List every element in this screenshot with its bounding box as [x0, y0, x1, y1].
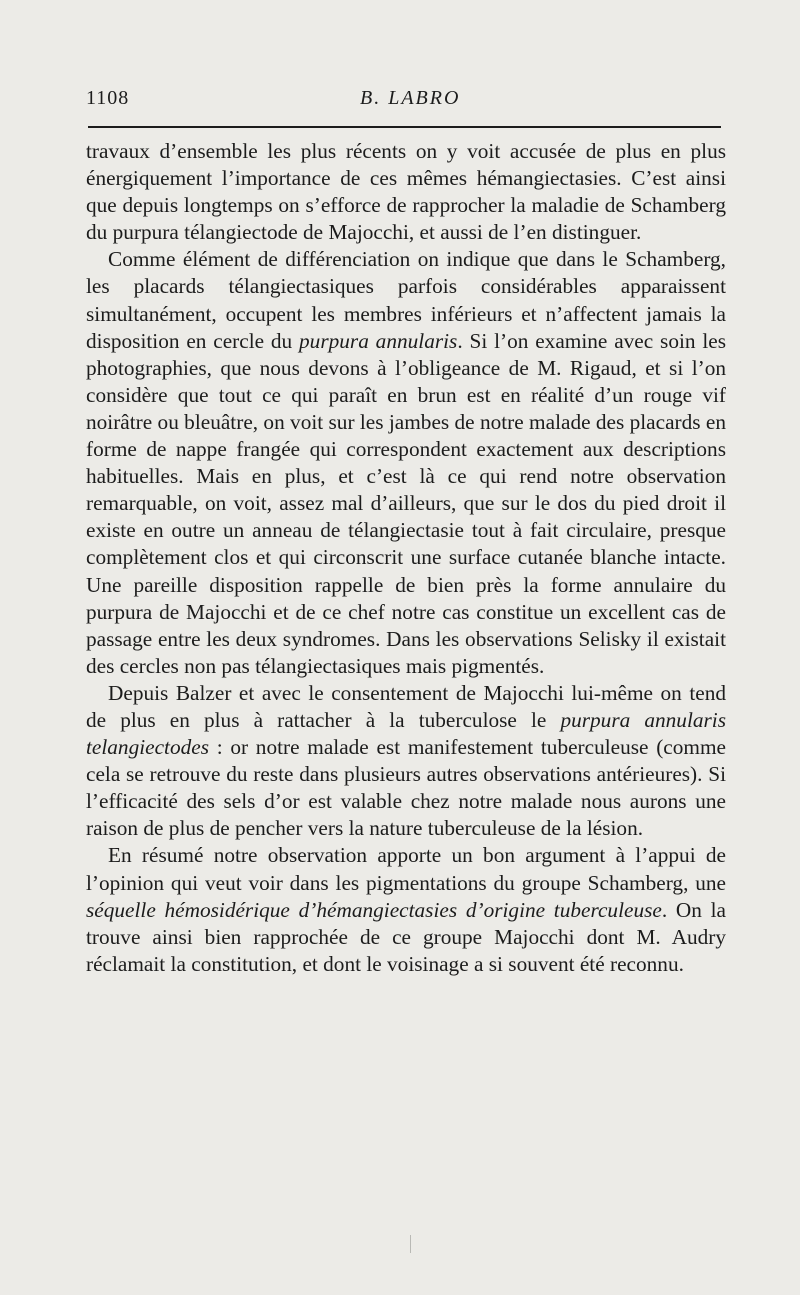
- italic-term: purpura annularis telangiectodes: [86, 707, 727, 760]
- text-segment: Depuis Balzer et avec le consentement de Majocchi lui-même on tend de plus en plus à rattacher à la tuberculose le: [86, 680, 726, 732]
- text-segment: Comme élément de différenciation on indique que dans le Schamberg, les placards télangiectasiques parfois considérables apparaissent simultanément, occupent les membres inférieurs et n’affectent jamais la disposition en cercle du: [86, 247, 726, 353]
- paragraph: [86, 680, 726, 843]
- text-segment: : or notre malade est manifestement tuberculeuse (comme cela se retrouve du reste dans plusieurs autres observations antérieures). Si l’efficacité des sels d’or est valable chez notre malade nous aurons une raison de plus de pencher vers la nature tuberculeuse de la lésion.: [86, 735, 726, 841]
- paragraph-continued: [86, 138, 726, 246]
- text-segment: En résumé notre observation apporte un bon argument à l’appui de l’opinion qui veut voir dans les pigmentations du groupe Schamberg, une: [86, 843, 726, 895]
- italic-term: séquelle hémosidérique d’hémangiectasies d’origine tuberculeuse: [86, 897, 662, 922]
- paragraph: [86, 246, 726, 680]
- page-number: 1108: [86, 87, 130, 109]
- text-segment: . On la trouve ainsi bien rapprochée de ce groupe Majocchi dont M. Audry réclamait la constitution, et dont le voisinage a si souvent été reconnu.: [86, 897, 727, 976]
- scan-artifact-mark: [410, 1235, 411, 1253]
- paragraph: [86, 842, 726, 977]
- italic-term: purpura annularis: [299, 328, 458, 353]
- body-text: [86, 138, 726, 978]
- header-rule: [88, 126, 721, 128]
- running-head: B. LABRO: [360, 87, 461, 109]
- text-segment: travaux d’ensemble les plus récents on y voit accusée de plus en plus énergiquement l’importance de ces mêmes hémangiectasies. C’est ainsi que depuis longtemps on s’efforce de rapprocher la maladie de Schamberg du purpura télangiectode de Majocchi, et aussi de l’en distinguer.: [86, 139, 726, 245]
- text-segment: . Si l’on examine avec soin les photographies, que nous devons à l’obligeance de M. Rigaud, et si l’on considère que tout ce qui paraît en brun est en réalité d’un rouge vif noirâtre ou bleuâtre, on voit sur les jambes de notre malade des placards en forme de nappe frangée qui correspondent exactement aux descriptions habituelles. Mais en plus, et c’est là ce qui rend notre observation remarquable, on voit, assez mal d’ailleurs, que sur le dos du pied droit il existe en outre un anneau de télangiectasie tout à fait circulaire, presque complètement clos et qui circonscrit une surface cutanée blanche intacte. Une pareille disposition rappelle de bien près la forme annulaire du purpura de Majocchi et de ce chef notre cas constitue un excellent cas de passage entre les deux syndromes. Dans les observations Selisky il existait des cercles non pas télangiectasiques mais pigmentés.: [86, 328, 727, 678]
